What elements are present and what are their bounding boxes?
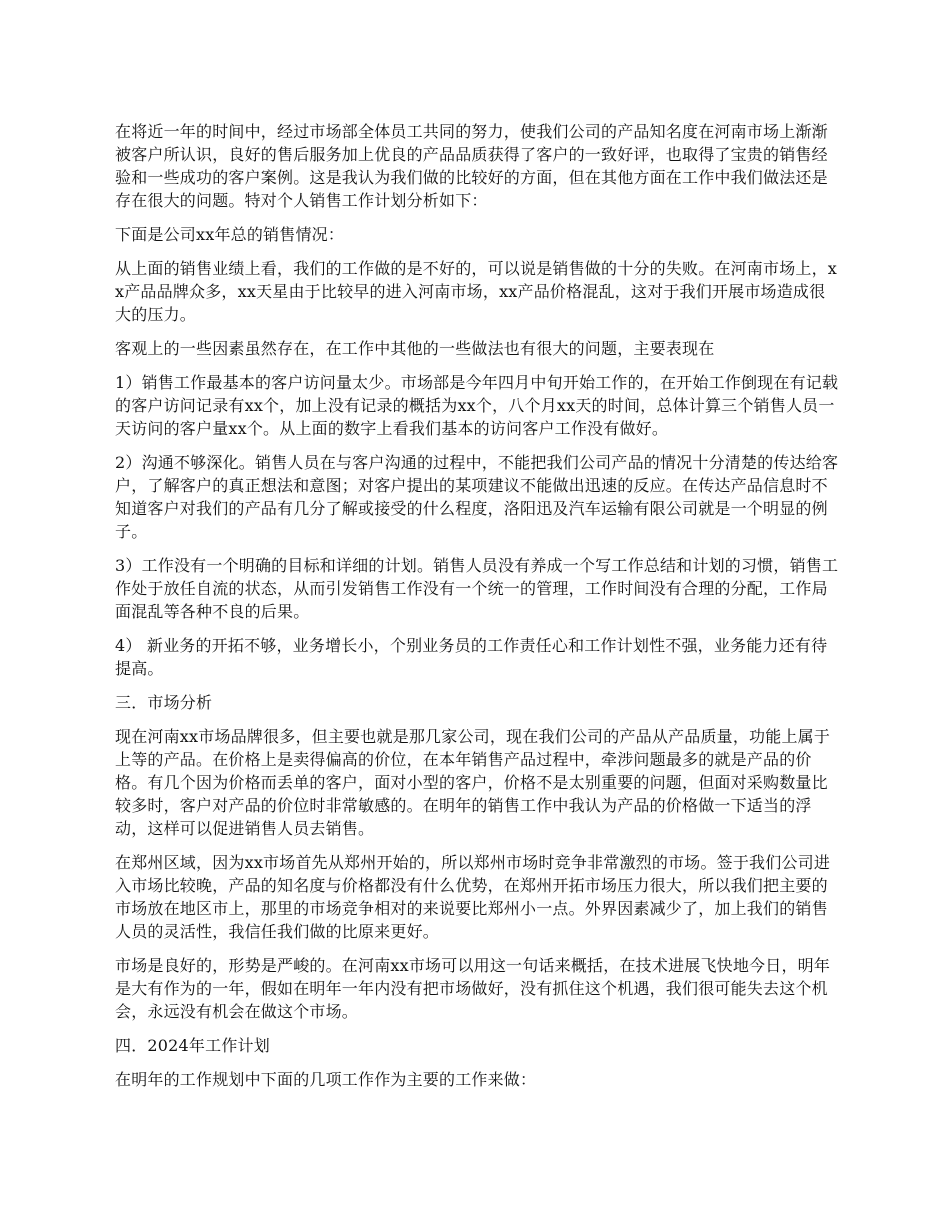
paragraph-sales-performance: 从上面的销售业绩上看，我们的工作做的是不好的，可以说是销售做的十分的失败。在河南市场上，xx产品品牌众多，xx天星由于比较早的进入河南市场，xx产品价格混乱，这对于我们开展市场造成很大的压力。 [115, 259, 838, 324]
document-body [115, 120, 840, 1102]
paragraph-problem-2: 2）沟通不够深化。销售人员在与客户沟通的过程中，不能把我们公司产品的情况十分清楚的传达给客户，了解客户的真正想法和意图；对客户提出的某项建议不能做出迅速的反应。在传达产品信息时不知道客户对我们的产品有几分了解或接受的什么程度，洛阳迅及汽车运输有限公司就是一个明显的例子。 [115, 453, 839, 541]
section-heading-market-analysis: 三．市场分析 [115, 693, 213, 712]
paragraph-market-outlook: 市场是良好的，形势是严峻的。在河南xx市场可以用这一句话来概括，在技术进展飞快地今日，明年是大有作为的一年，假如在明年一年内没有把市场做好，没有抓住这个机遇，我们很可能失去这个机会，永远没有机会在做这个市场。 [115, 956, 831, 1021]
paragraph-intro: 在将近一年的时间中，经过市场部全体员工共同的努力，使我们公司的产品知名度在河南市场上渐渐被客户所认识，良好的售后服务加上优良的产品品质获得了客户的一致好评，也取得了宝贵的销售经验和一些成功的客户案例。这是我认为我们做的比较好的方面，但在其他方面在工作中我们做法还是存在很大的问题。特对个人销售工作计划分析如下： [115, 122, 828, 210]
paragraph-problem-4: 4） 新业务的开拓不够，业务增长小，个别业务员的工作责任心和工作计划性不强，业务能力还有待提高。 [115, 636, 828, 678]
paragraph-market-henan: 现在河南xx市场品牌很多，但主要也就是那几家公司，现在我们公司的产品从产品质量，功能上属于上等的产品。在价格上是卖得偏高的价位，在本年销售产品过程中，牵涉问题最多的就是产品的价格。有几个因为价格而丢单的客户，面对小型的客户，价格不是太别重要的问题，但面对采购数量比较多时，客户对产品的价位时非常敏感的。在明年的销售工作中我认为产品的价格做一下适当的浮动，这样可以促进销售人员去销售。 [115, 727, 831, 838]
paragraph-sales-summary-heading: 下面是公司xx年总的销售情况： [115, 225, 345, 244]
paragraph-problems-intro: 客观上的一些因素虽然存在，在工作中其他的一些做法也有很大的问题，主要表现在 [115, 339, 715, 358]
paragraph-market-zhengzhou: 在郑州区域，因为xx市场首先从郑州开始的，所以郑州市场时竞争非常激烈的市场。签于我们公司进入市场比较晚，产品的知名度与价格都没有什么优势，在郑州开拓市场压力很大，所以我们把主要的市场放在地区市上，那里的市场竞争相对的来说要比郑州小一点。外界因素减少了，加上我们的销售人员的灵活性，我信任我们做的比原来更好。 [115, 853, 831, 941]
paragraph-problem-3: 3）工作没有一个明确的目标和详细的计划。销售人员没有养成一个写工作总结和计划的习惯，销售工作处于放任自流的状态，从而引发销售工作没有一个统一的管理，工作时间没有合理的分配，工作局面混乱等各种不良的后果。 [115, 556, 839, 621]
paragraph-work-plan-intro: 在明年的工作规划中下面的几项工作作为主要的工作来做： [115, 1070, 537, 1089]
section-heading-work-plan: 四．2024年工作计划 [115, 1036, 270, 1055]
paragraph-problem-1: 1）销售工作最基本的客户访问量太少。市场部是今年四月中旬开始工作的，在开始工作倒现在有记载的客户访问记录有xx个，加上没有记录的概括为xx个，八个月xx天的时间，总体计算三个销售人员一天访问的客户量xx个。从上面的数字上看我们基本的访问客户工作没有做好。 [115, 373, 839, 438]
